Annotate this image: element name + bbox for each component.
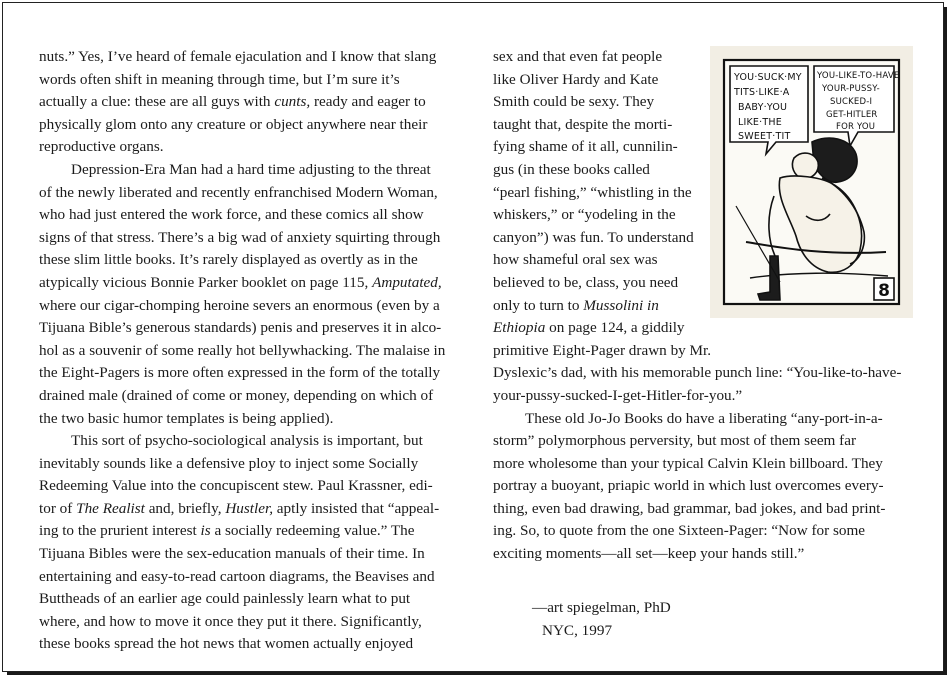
paragraph-1 [39,46,475,159]
text-line: gus (in these books called [493,160,650,178]
text-line: exciting moments—all set—keep your hands still.” [493,545,805,563]
balloon-left-text: YOU·SUCK·MY TITS·LIKE·A BABY·YOU LIKE·THE SWEET·TIT [734,72,802,142]
text-line: how shameful oral sex was [493,251,658,269]
text-line: “pearl fishing,” “whistling in the [493,183,692,201]
text-line: Dyslexic’s dad, with his memorable punch line: “You-like-to-have- [493,364,902,382]
text-line: these books spread the hot news that women actually enjoyed [39,635,414,653]
text-line: believed to be, class, you need [493,273,679,291]
text-line: inevitably sounds like a defensive ploy to inject some Socially [39,454,419,472]
text-line: these slim little books. It’s rarely displayed as overtly as in the [39,251,418,269]
text-line: Ethiopia on page 124, a giddily [493,319,685,337]
text-line: where our cigar-chomping heroine severs an enormous (even by a [39,296,440,314]
text-line: whiskers,” or “yodeling in the [493,206,676,224]
text-line: portray a buoyant, priapic world in which lust overcomes every- [493,477,884,495]
text-line: fying shame of it all, cunnilin- [493,138,678,156]
text-line: Depression-Era Man had a hard time adjusting to the threat [71,160,431,178]
text-line: Smith could be sexy. They [493,93,655,111]
text-line: words often shift in meaning through time, but I’m sure it’s [39,70,400,88]
text-line: Tijuana Bibles were the sex-education manuals of their time. In [39,545,425,563]
text-line: Tijuana Bible’s generous standards) penis and preserves it in alco- [39,319,442,337]
left-column [39,46,475,656]
paragraph-2 [39,159,475,430]
comic-panel [710,46,913,318]
text-line: ing. So, to quote from the one Sixteen-Pager: “Now for some [493,522,866,540]
text-line: the Eight-Pagers is more often expressed in the form of the totally [39,364,441,382]
text-line: only to turn to Mussolini in [493,296,659,314]
signature-block [532,597,671,642]
text-line: reproductive organs. [39,138,164,156]
text-line: thing, even bad drawing, bad grammar, bad jokes, and bad print- [493,499,886,517]
text-line: primitive Eight-Pager drawn by Mr. [493,341,712,359]
text-line: hol as a souvenir of some really hot bellywhacking. The malaise in [39,341,446,359]
text-line: actually a clue: these are all guys with cunts, ready and eager to [39,93,426,111]
text-line: drained male (drained of come or money, depending on which of [39,386,434,404]
signature-place-date: NYC, 1997 [542,621,613,639]
text-line: who had just entered the work force, and these comics all show [39,206,424,224]
comic-illustration [710,46,913,318]
text-line: nuts.” Yes, I’ve heard of female ejaculation and I know that slang [39,48,437,65]
text-line: These old Jo-Jo Books do have a liberating “any-port-in-a- [525,409,883,427]
paragraph-3 [39,430,475,656]
text-line: ing to the prurient interest is a socially redeeming value.” The [39,522,415,540]
text-line: Redeeming Value into the concupiscent stew. Paul Krassner, edi- [39,477,433,495]
text-line: more wholesome than your typical Calvin Klein billboard. They [493,454,883,472]
text-line: canyon”) was fun. To understand [493,228,694,246]
text-line: tor of The Realist and, briefly, Hustler, aptly insisted that “appeal- [39,499,440,517]
balloon-right-text: YOU-LIKE-TO-HAVE YOUR-PUSSY-SUCKED-I GET-HITLER FOR YOU [817,71,900,132]
text-line: physically glom onto any creature or object anywhere near their [39,115,428,133]
text-line: where, and how to move it once they put it there. Significantly, [39,612,422,630]
text-line: the two basic humor templates is being applied). [39,409,334,427]
text-line: storm” polymorphous perversity, but most of them seem far [493,432,857,450]
text-line: of the newly liberated and recently enfranchised Modern Woman, [39,183,438,201]
right-column [493,46,913,566]
text-line: your-pussy-sucked-I-get-Hitler-for-you.” [493,386,743,404]
text-line: entertaining and easy-to-read cartoon diagrams, the Beavises and [39,567,435,585]
text-line: Buttheads of an earlier age could painlessly learn what to put [39,590,411,608]
text-line: This sort of psycho-sociological analysis is important, but [71,432,423,450]
paragraph-5 [493,408,913,566]
text-line: taught that, despite the morti- [493,115,673,133]
author-signature: —art spiegelman, PhD [532,599,671,616]
text-line: like Oliver Hardy and Kate [493,70,659,88]
text-line: sex and that even fat people [493,48,663,65]
page-number: 8 [878,281,890,301]
text-line: signs of that stress. There’s a big wad of anxiety squirting through [39,228,441,246]
text-line: atypically vicious Bonnie Parker booklet on page 115, Amputated, [39,273,442,291]
